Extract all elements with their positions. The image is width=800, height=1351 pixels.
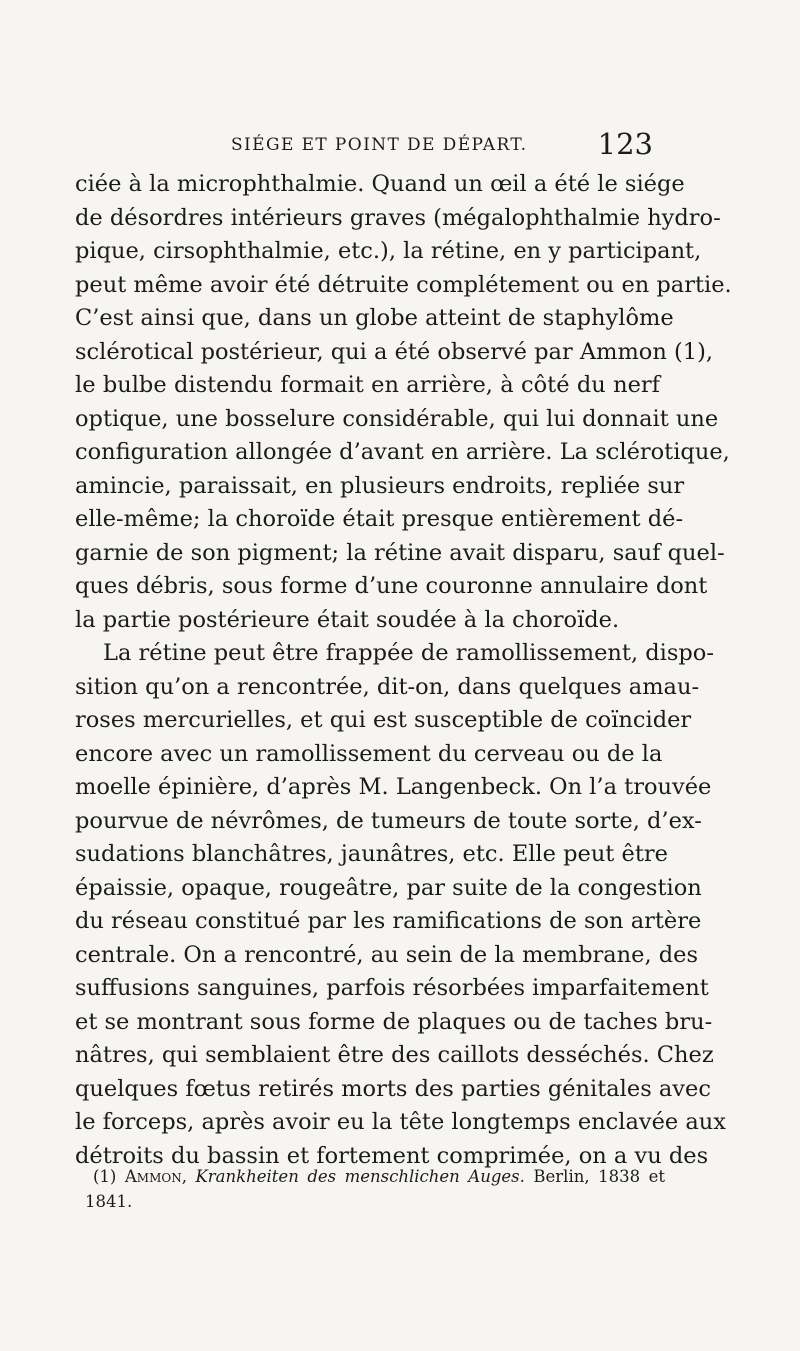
text-line: roses mercurielles, et qui est susceptible de coïncider [75, 707, 692, 733]
text-line: nâtres, qui semblaient être des caillots desséchés. Chez [75, 1042, 714, 1068]
text-line: centrale. On a rencontré, au sein de la membrane, des [75, 941, 699, 968]
text-line: et se montrant sous forme de plaques ou de taches bru- [75, 1008, 713, 1035]
body-text [75, 168, 732, 1173]
text-line: sition qu’on a rencontrée, dit-on, dans quelques amau- [75, 673, 700, 700]
text-line: peut même avoir été détruite complétement ou en partie. [75, 271, 732, 298]
text-line: encore avec un ramollissement du cerveau ou de la [75, 740, 663, 767]
text-line: garnie de son pigment; la rétine avait disparu, sauf quel- [75, 539, 725, 566]
text-line: ques débris, sous forme d’une couronne annulaire dont [75, 573, 708, 599]
text-line: le forceps, après avoir eu la tête longtemps enclavée aux [75, 1109, 726, 1135]
text-line: sudations blanchâtres, jaunâtres, etc. Elle peut être [75, 841, 668, 867]
text-line: pourvue de névrômes, de tumeurs de toute sorte, d’ex- [75, 807, 702, 834]
text-line: de désordres intérieurs graves (mégalophthalmie hydro- [75, 204, 721, 231]
text-line: amincie, paraissait, en plusieurs endroits, repliée sur [75, 472, 685, 499]
text-line: le bulbe distendu formait en arrière, à côté du nerf [75, 372, 660, 398]
text-line: suffusions sanguines, parfois résorbées imparfaitement [75, 975, 709, 1001]
text-line: C’est ainsi que, dans un globe atteint de staphylôme [75, 305, 674, 331]
footnote-publication: Berlin, 1838 et [533, 1167, 665, 1186]
footnote-marker: (1) [93, 1167, 117, 1186]
text-line: moelle épinière, d’après M. Langenbeck. On l’a trouvée [75, 774, 712, 800]
page-header [215, 127, 655, 161]
text-line: pique, cirsophthalmie, etc.), la rétine, en y participant, [75, 238, 702, 264]
text-line: configuration allongée d’avant en arrière. La sclérotique, [75, 439, 730, 465]
text-line: sclérotical postérieur, qui a été observé par Ammon (1), [75, 338, 713, 365]
text-line: la partie postérieure était soudée à la choroïde. [75, 606, 620, 633]
footnote-line: 1841. [85, 1192, 133, 1211]
text-line: ciée à la microphthalmie. Quand un œil a été le siége [75, 171, 685, 197]
text-line: elle-même; la choroïde était presque entièrement dé- [75, 506, 684, 532]
footnote-title: Krankheiten des menschlichen Auges. [195, 1167, 525, 1186]
text-line: quelques fœtus retirés morts des parties génitales avec [75, 1075, 711, 1102]
text-line: du réseau constitué par les ramifications de son artère [75, 908, 702, 934]
footnote [85, 1164, 665, 1214]
text-line: optique, une bosselure considérable, qui lui donnait une [75, 405, 719, 432]
text-line: détroits du bassin et fortement comprimée, on a vu des [75, 1142, 709, 1169]
footnote-line: (1) Ammon, Krankheiten des menschlichen Auges. Berlin, 1838 et [93, 1167, 665, 1186]
text-line: épaissie, opaque, rougeâtre, par suite de la congestion [75, 874, 702, 901]
running-head: SIÉGE ET POINT DE DÉPART. [231, 135, 528, 155]
text-line: La rétine peut être frappée de ramollissement, dispo- [103, 640, 714, 666]
footnote-author: Ammon [124, 1167, 182, 1186]
page-number: 123 [597, 127, 653, 161]
